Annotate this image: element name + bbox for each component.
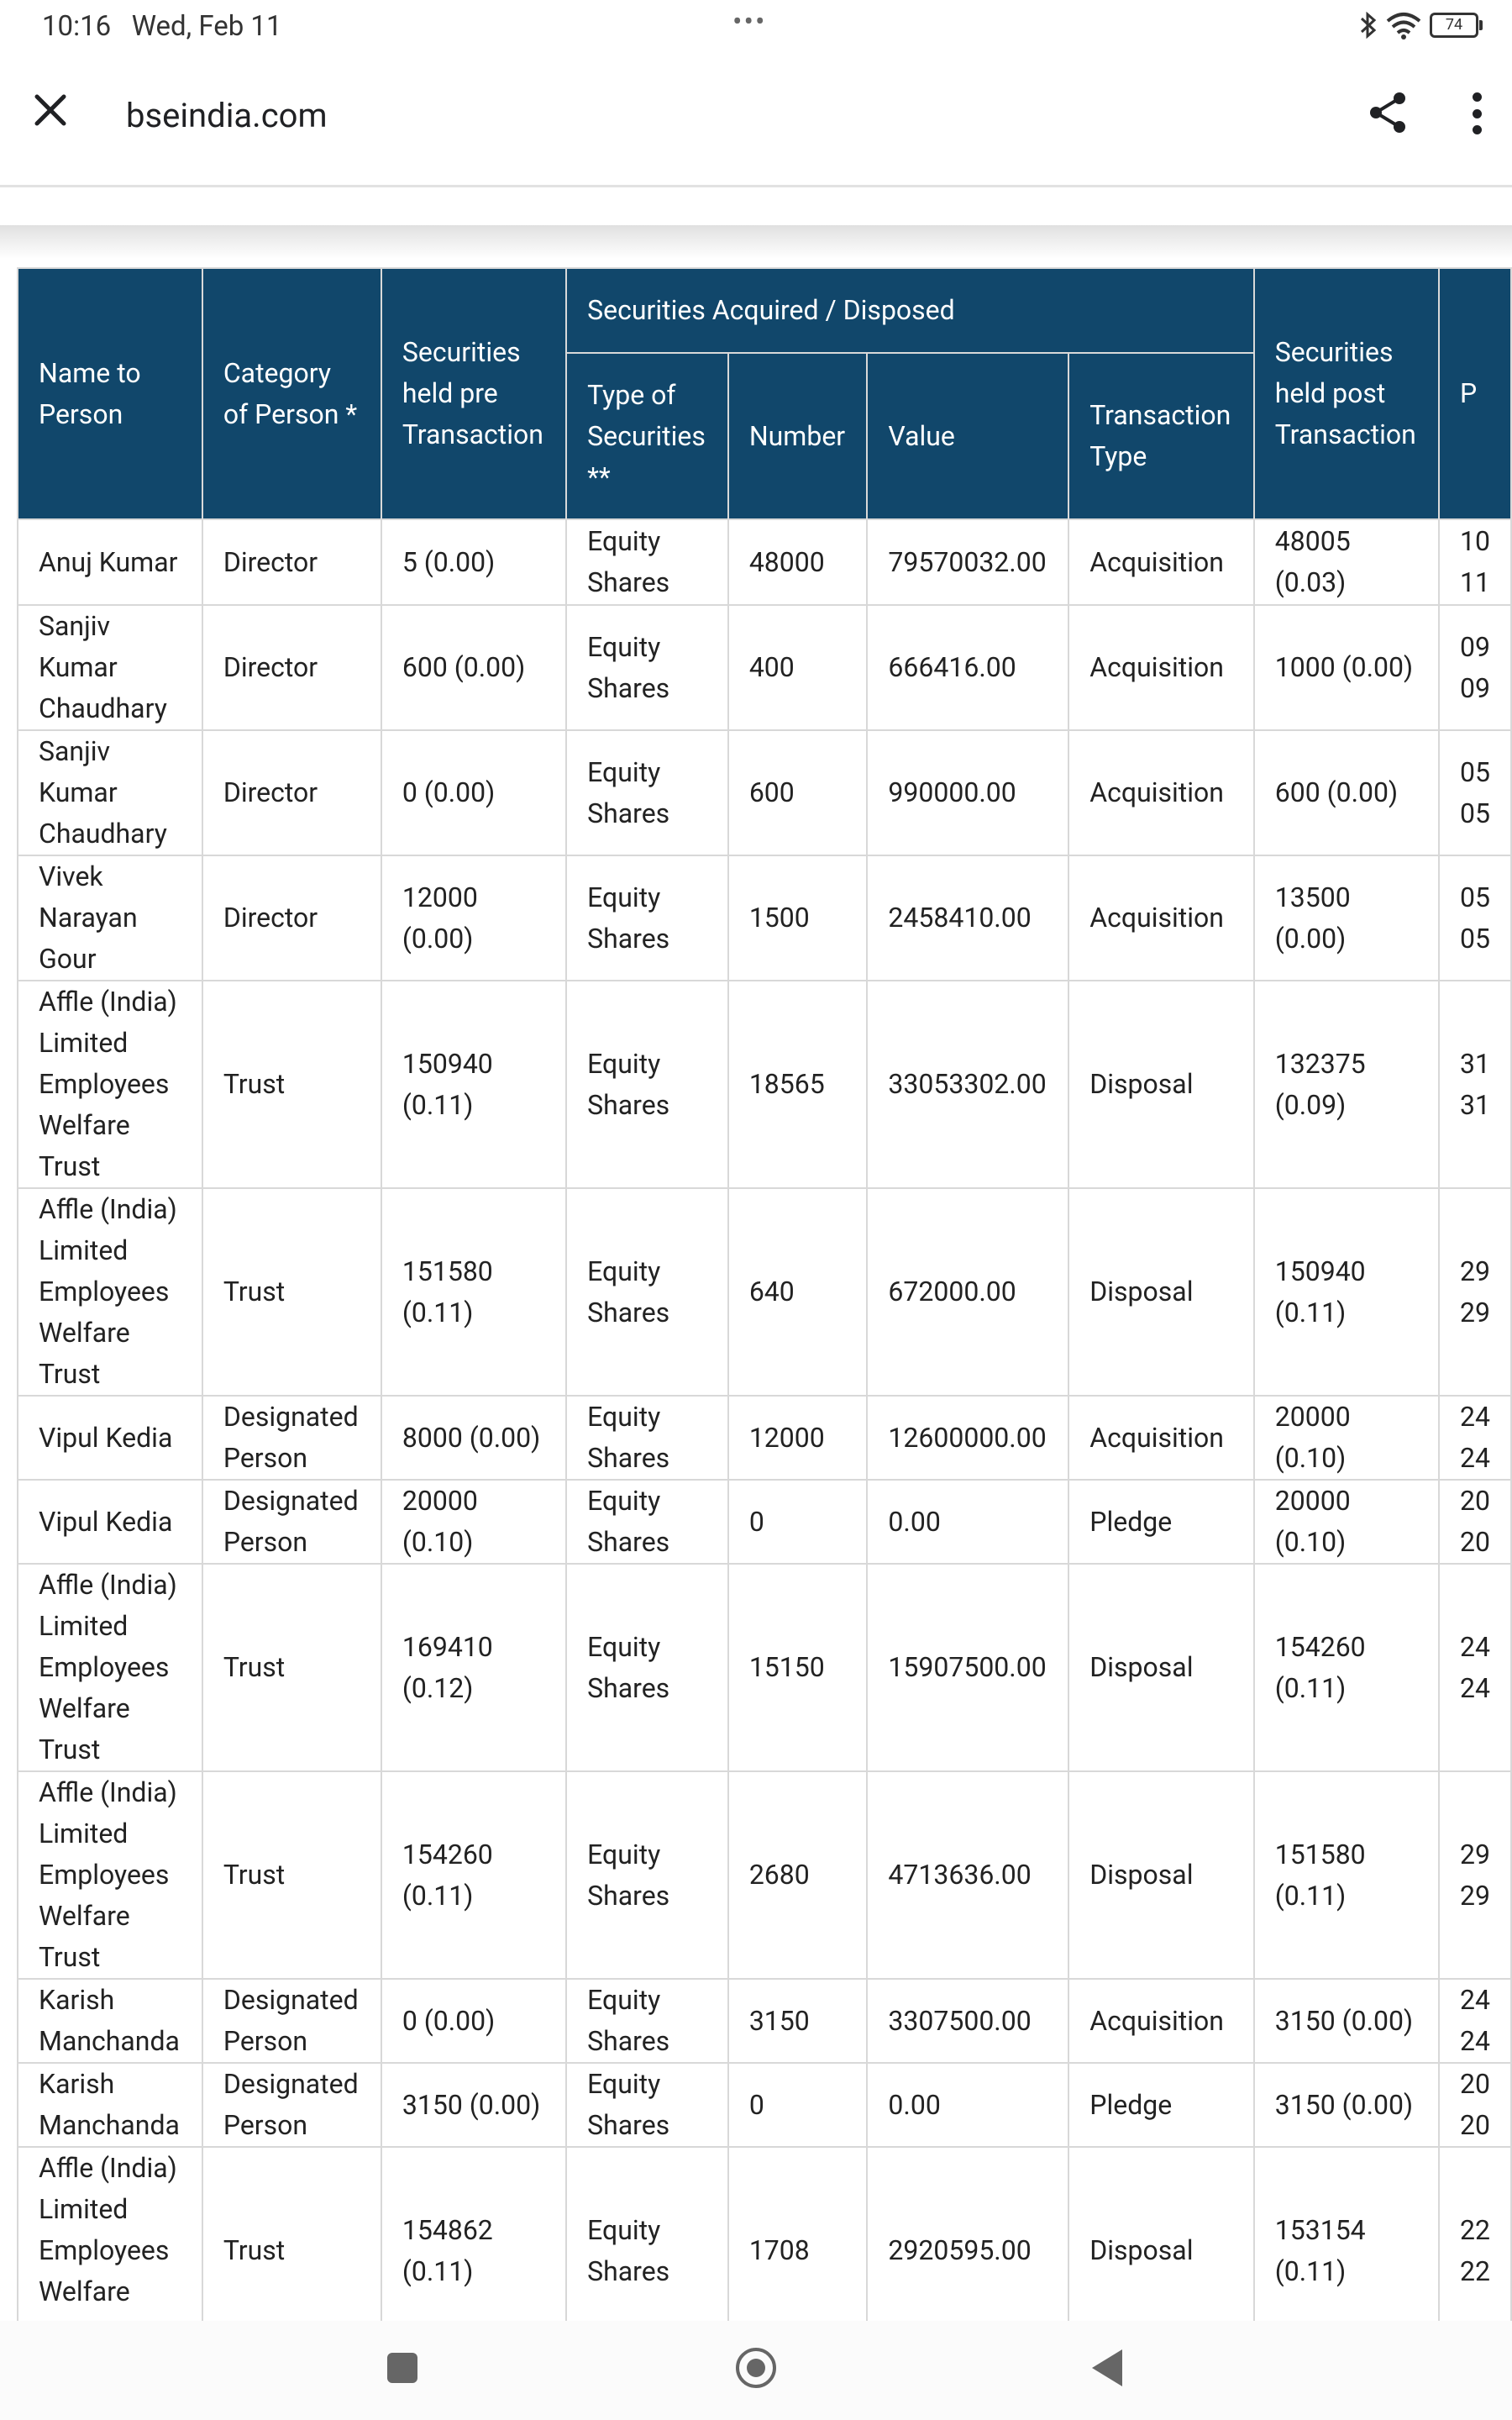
cell-post: 3150 (0.00) xyxy=(1254,2063,1439,2147)
cell-txn: Acquisition xyxy=(1068,605,1254,730)
back-icon[interactable] xyxy=(1092,2349,1122,2386)
table-row xyxy=(18,855,1511,981)
cell-number: 400 xyxy=(728,605,868,730)
cell-pre: 0 (0.00) xyxy=(381,1979,566,2063)
cell-value: 15907500.00 xyxy=(867,1564,1068,1771)
table-row xyxy=(18,2063,1511,2147)
cell-pre: 154862 (0.11) xyxy=(381,2147,566,2354)
cell-name: Vipul Kedia xyxy=(18,1396,202,1480)
cell-type: Equity Shares xyxy=(566,1396,728,1480)
cell-txn: Acquisition xyxy=(1068,519,1254,605)
cell-type: Equity Shares xyxy=(566,605,728,730)
status-bar xyxy=(0,0,1512,52)
cell-period: 24 24 xyxy=(1439,1396,1511,1480)
cell-pre: 8000 (0.00) xyxy=(381,1396,566,1480)
cell-txn: Pledge xyxy=(1068,2063,1254,2147)
cell-type: Equity Shares xyxy=(566,981,728,1188)
wifi-icon xyxy=(1386,11,1421,39)
cell-txn: Acquisition xyxy=(1068,855,1254,981)
cell-type: Equity Shares xyxy=(566,2063,728,2147)
cell-period: 24 24 xyxy=(1439,1979,1511,2063)
cell-txn: Disposal xyxy=(1068,981,1254,1188)
cell-value: 79570032.00 xyxy=(867,519,1068,605)
header-post-transaction: Securities held post Transaction xyxy=(1254,268,1439,519)
table-row xyxy=(18,1188,1511,1396)
status-time: 10:16 Wed, Feb 11 xyxy=(42,10,282,43)
cell-category: Director xyxy=(202,855,381,981)
cell-type: Equity Shares xyxy=(566,855,728,981)
battery-icon: 74 xyxy=(1430,13,1478,38)
cell-number: 15150 xyxy=(728,1564,868,1771)
cell-name: Vivek Narayan Gour xyxy=(18,855,202,981)
cell-period: 05 05 xyxy=(1439,855,1511,981)
cell-pre: 0 (0.00) xyxy=(381,730,566,855)
cell-post: 150940 (0.11) xyxy=(1254,1188,1439,1396)
cell-number: 1708 xyxy=(728,2147,868,2354)
header-value: Value xyxy=(867,353,1068,519)
cell-category: Trust xyxy=(202,981,381,1188)
cell-type: Equity Shares xyxy=(566,1564,728,1771)
cell-value: 672000.00 xyxy=(867,1188,1068,1396)
cell-pre: 154260 (0.11) xyxy=(381,1771,566,1979)
cell-txn: Pledge xyxy=(1068,1480,1254,1564)
cell-number: 640 xyxy=(728,1188,868,1396)
cell-period: 10 11 xyxy=(1439,519,1511,605)
cell-pre: 5 (0.00) xyxy=(381,519,566,605)
url-text[interactable]: bseindia.com xyxy=(126,96,328,135)
table-row xyxy=(18,1480,1511,1564)
cell-pre: 150940 (0.11) xyxy=(381,981,566,1188)
cell-number: 18565 xyxy=(728,981,868,1188)
cell-value: 0.00 xyxy=(867,2063,1068,2147)
header-number: Number xyxy=(728,353,868,519)
cell-number: 0 xyxy=(728,1480,868,1564)
cell-value: 2920595.00 xyxy=(867,2147,1068,2354)
cell-post: 20000 (0.10) xyxy=(1254,1480,1439,1564)
cell-txn: Acquisition xyxy=(1068,730,1254,855)
cell-category: Designated Person xyxy=(202,1979,381,2063)
cell-value: 3307500.00 xyxy=(867,1979,1068,2063)
cell-value: 666416.00 xyxy=(867,605,1068,730)
cell-type: Equity Shares xyxy=(566,1979,728,2063)
cell-post: 153154 (0.11) xyxy=(1254,2147,1439,2354)
table-row xyxy=(18,605,1511,730)
cell-post: 3150 (0.00) xyxy=(1254,1979,1439,2063)
more-options-icon[interactable] xyxy=(1468,92,1485,134)
header-pre-transaction: Securities held pre Transaction xyxy=(381,268,566,519)
table-row xyxy=(18,1771,1511,1979)
table-row xyxy=(18,981,1511,1188)
cell-category: Trust xyxy=(202,1564,381,1771)
header-period: P xyxy=(1439,268,1511,519)
home-icon[interactable] xyxy=(736,2348,776,2388)
cell-period: 05 05 xyxy=(1439,730,1511,855)
cell-txn: Disposal xyxy=(1068,1188,1254,1396)
cell-name: Karish Manchanda xyxy=(18,2063,202,2147)
cell-category: Designated Person xyxy=(202,1480,381,1564)
cell-number: 1500 xyxy=(728,855,868,981)
cell-number: 12000 xyxy=(728,1396,868,1480)
cell-name: Affle (India) Limited Employees Welfare Trust xyxy=(18,1188,202,1396)
cell-txn: Disposal xyxy=(1068,1564,1254,1771)
cell-number: 3150 xyxy=(728,1979,868,2063)
cell-value: 33053302.00 xyxy=(867,981,1068,1188)
cell-type: Equity Shares xyxy=(566,730,728,855)
cell-value: 4713636.00 xyxy=(867,1771,1068,1979)
cell-pre: 3150 (0.00) xyxy=(381,2063,566,2147)
cell-period: 09 09 xyxy=(1439,605,1511,730)
table-row xyxy=(18,1979,1511,2063)
more-dots: ••• xyxy=(732,5,767,39)
cell-category: Director xyxy=(202,519,381,605)
browser-toolbar xyxy=(0,52,1512,187)
close-icon[interactable] xyxy=(30,90,71,130)
cell-pre: 12000 (0.00) xyxy=(381,855,566,981)
cell-pre: 20000 (0.10) xyxy=(381,1480,566,1564)
table-row xyxy=(18,730,1511,855)
insider-trading-table-container[interactable] xyxy=(17,267,1512,2321)
cell-period: 29 29 xyxy=(1439,1188,1511,1396)
header-category: Category of Person * xyxy=(202,268,381,519)
cell-number: 0 xyxy=(728,2063,868,2147)
cell-post: 600 (0.00) xyxy=(1254,730,1439,855)
cell-post: 1000 (0.00) xyxy=(1254,605,1439,730)
cell-type: Equity Shares xyxy=(566,1188,728,1396)
system-nav-bar xyxy=(0,2321,1512,2420)
cell-period: 29 29 xyxy=(1439,1771,1511,1979)
cell-name: Vipul Kedia xyxy=(18,1480,202,1564)
cell-pre: 600 (0.00) xyxy=(381,605,566,730)
recent-apps-icon[interactable] xyxy=(387,2353,417,2383)
header-transaction-type: Transaction Type xyxy=(1068,353,1254,519)
cell-post: 13500 (0.00) xyxy=(1254,855,1439,981)
header-acquired-disposed: Securities Acquired / Disposed xyxy=(566,268,1254,353)
cell-number: 48000 xyxy=(728,519,868,605)
cell-number: 600 xyxy=(728,730,868,855)
cell-type: Equity Shares xyxy=(566,2147,728,2354)
cell-name: Affle (India) Limited Employees Welfare xyxy=(18,2147,202,2354)
cell-type: Equity Shares xyxy=(566,1771,728,1979)
cell-type: Equity Shares xyxy=(566,1480,728,1564)
cell-name: Affle (India) Limited Employees Welfare Trust xyxy=(18,1771,202,1979)
cell-post: 151580 (0.11) xyxy=(1254,1771,1439,1979)
share-icon[interactable] xyxy=(1366,90,1411,135)
cell-period: 20 20 xyxy=(1439,2063,1511,2147)
header-type: Type of Securities ** xyxy=(566,353,728,519)
bluetooth-icon xyxy=(1359,10,1378,40)
cell-value: 0.00 xyxy=(867,1480,1068,1564)
cell-name: Sanjiv Kumar Chaudhary xyxy=(18,605,202,730)
cell-name: Affle (India) Limited Employees Welfare Trust xyxy=(18,981,202,1188)
cell-pre: 151580 (0.11) xyxy=(381,1188,566,1396)
insider-trading-table xyxy=(17,267,1512,2355)
table-row xyxy=(18,1564,1511,1771)
cell-category: Designated Person xyxy=(202,2063,381,2147)
cell-category: Director xyxy=(202,730,381,855)
cell-name: Sanjiv Kumar Chaudhary xyxy=(18,730,202,855)
header-name: Name to Person xyxy=(18,268,202,519)
cell-post: 154260 (0.11) xyxy=(1254,1564,1439,1771)
cell-period: 31 31 xyxy=(1439,981,1511,1188)
cell-category: Director xyxy=(202,605,381,730)
page-shadow xyxy=(0,225,1512,259)
cell-post: 48005 (0.03) xyxy=(1254,519,1439,605)
cell-category: Trust xyxy=(202,2147,381,2354)
cell-category: Trust xyxy=(202,1771,381,1979)
cell-name: Karish Manchanda xyxy=(18,1979,202,2063)
cell-txn: Acquisition xyxy=(1068,1396,1254,1480)
cell-txn: Disposal xyxy=(1068,1771,1254,1979)
cell-name: Affle (India) Limited Employees Welfare Trust xyxy=(18,1564,202,1771)
cell-txn: Acquisition xyxy=(1068,1979,1254,2063)
cell-category: Designated Person xyxy=(202,1396,381,1480)
cell-number: 2680 xyxy=(728,1771,868,1979)
cell-post: 132375 (0.09) xyxy=(1254,981,1439,1188)
cell-period: 20 20 xyxy=(1439,1480,1511,1564)
cell-category: Trust xyxy=(202,1188,381,1396)
cell-type: Equity Shares xyxy=(566,519,728,605)
cell-value: 990000.00 xyxy=(867,730,1068,855)
table-row xyxy=(18,1396,1511,1480)
cell-post: 20000 (0.10) xyxy=(1254,1396,1439,1480)
cell-value: 2458410.00 xyxy=(867,855,1068,981)
cell-name: Anuj Kumar xyxy=(18,519,202,605)
cell-pre: 169410 (0.12) xyxy=(381,1564,566,1771)
cell-value: 12600000.00 xyxy=(867,1396,1068,1480)
cell-txn: Disposal xyxy=(1068,2147,1254,2354)
cell-period: 24 24 xyxy=(1439,1564,1511,1771)
table-row xyxy=(18,519,1511,605)
cell-period: 22 22 xyxy=(1439,2147,1511,2354)
